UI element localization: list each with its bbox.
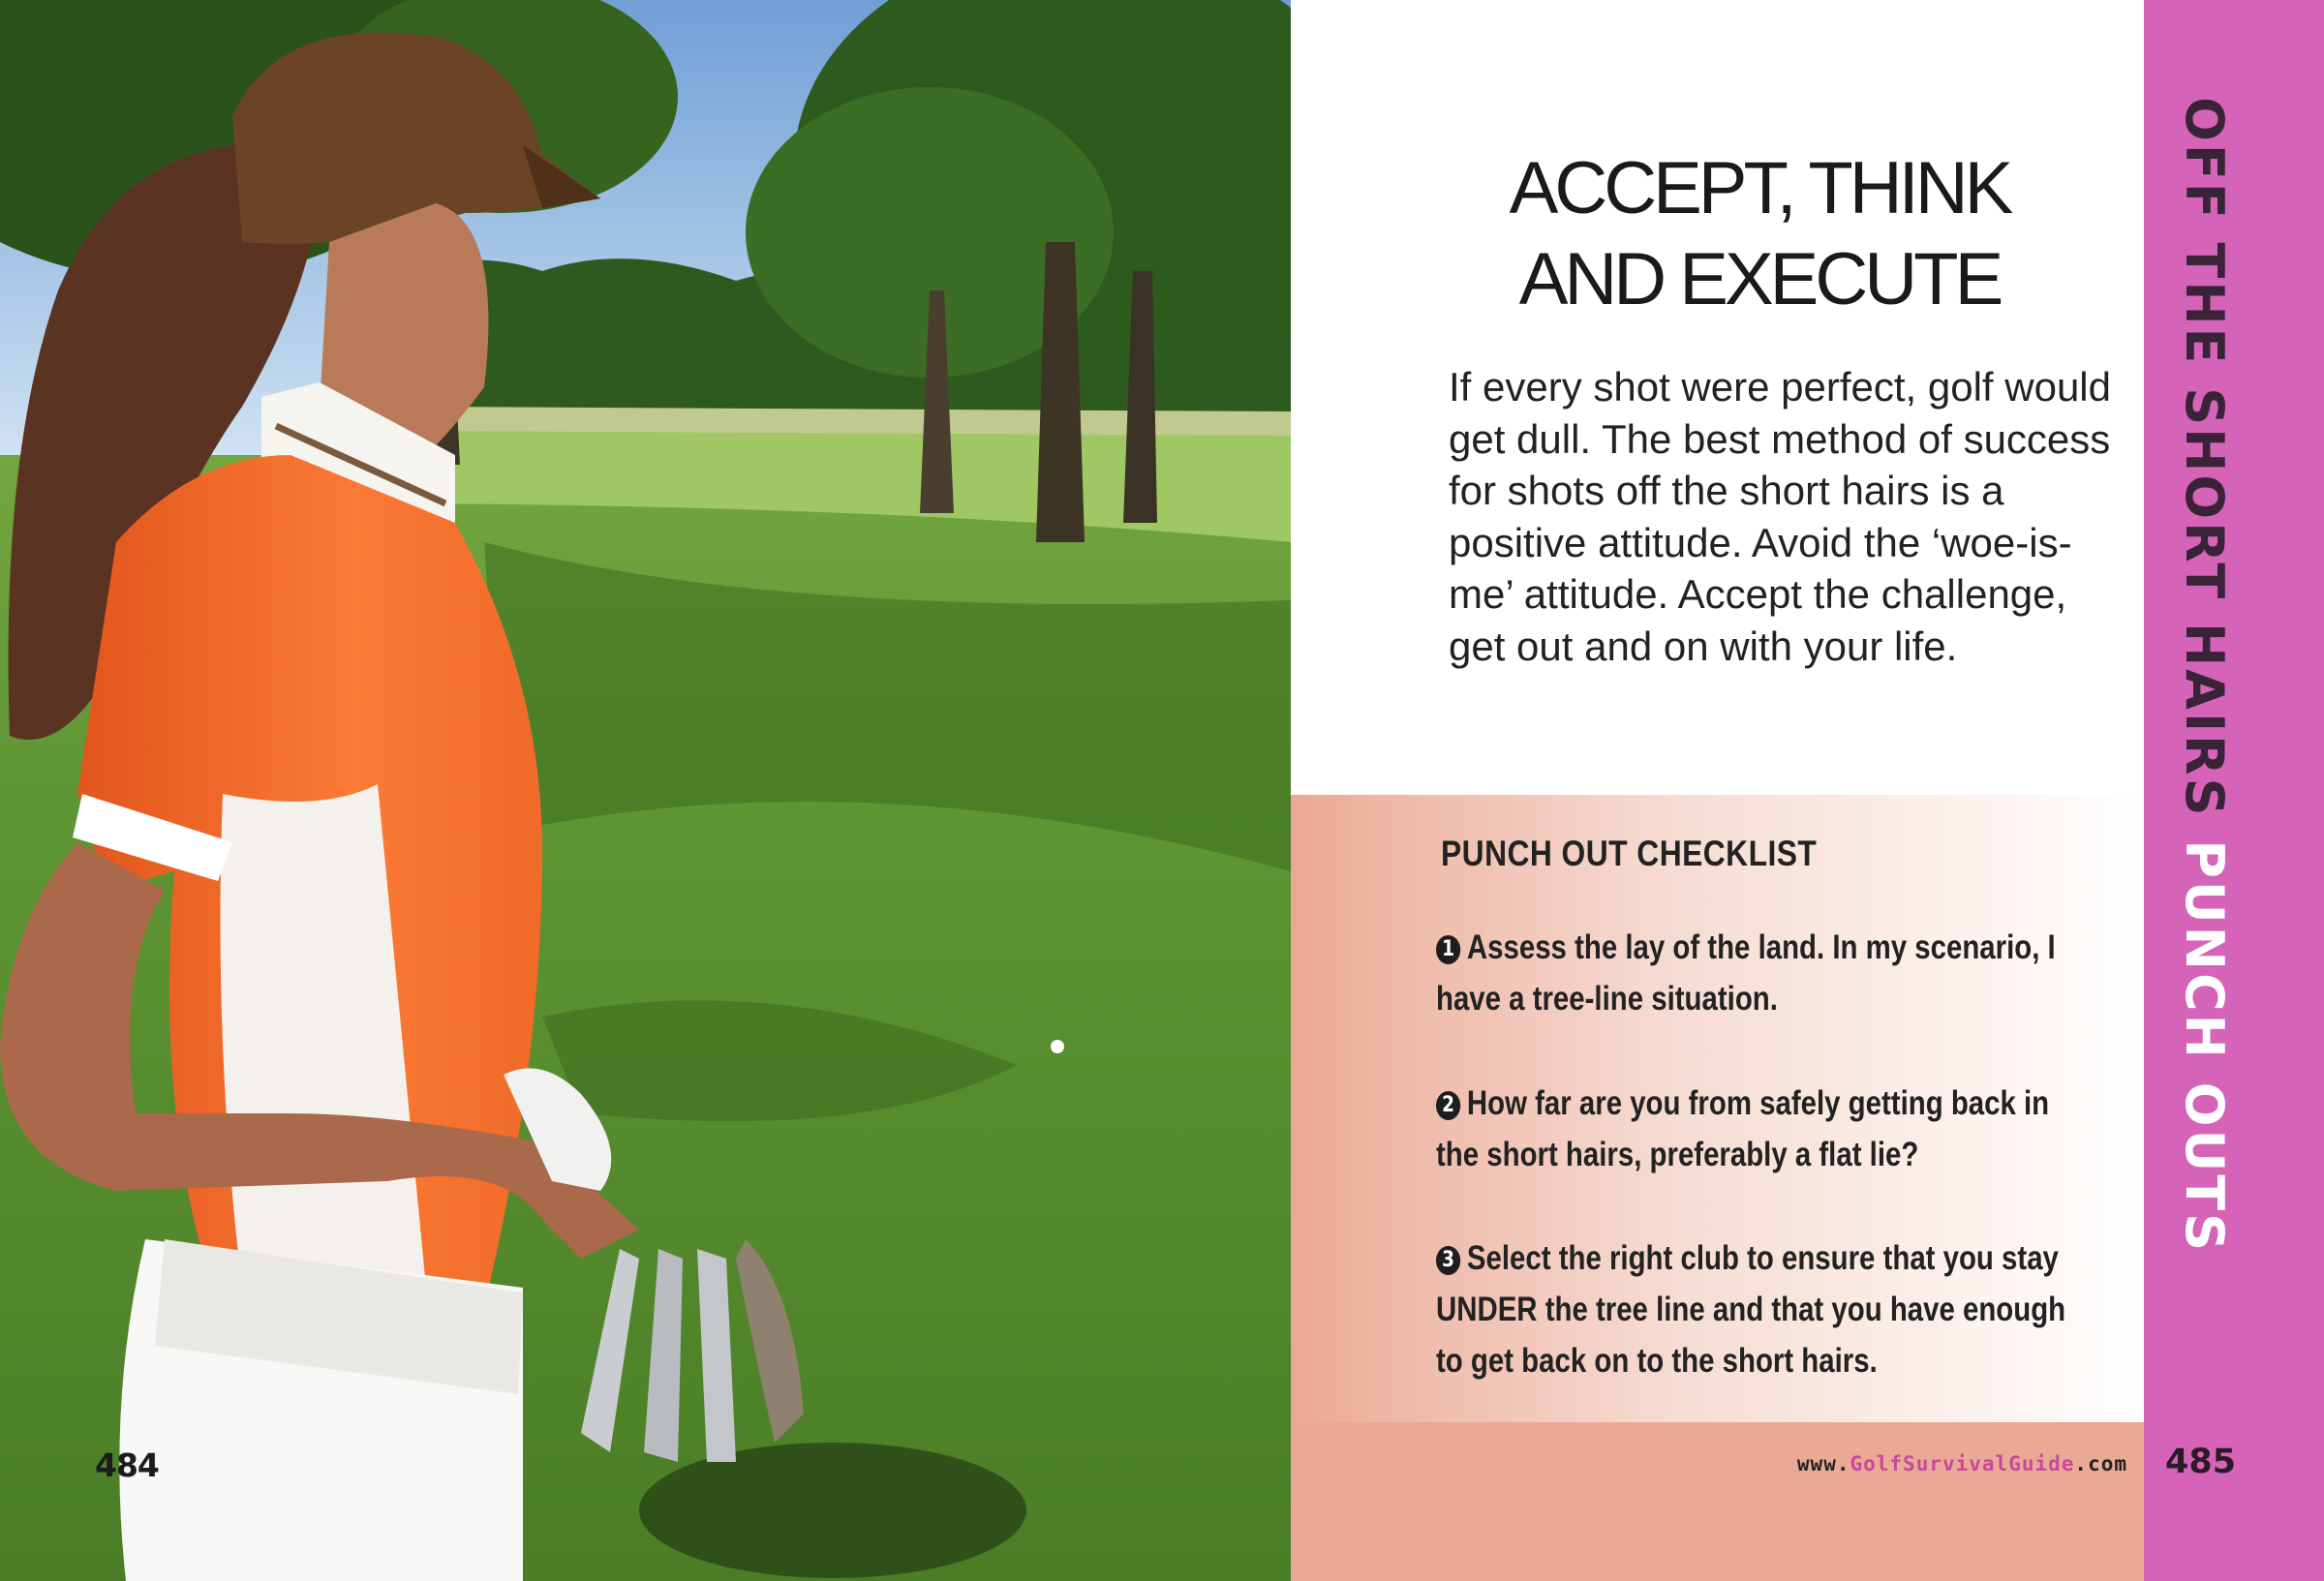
checklist-title: PUNCH OUT CHECKLIST (1441, 834, 1818, 873)
page-number-left: 484 (95, 1446, 159, 1484)
checklist-item-text: How far are you from safely getting back in the short hairs, preferably a flat lie? (1436, 1084, 2050, 1173)
page-title (1291, 143, 2228, 325)
checklist-box (1291, 795, 2144, 1422)
website-brand: GolfSurvivalGuide (1850, 1452, 2075, 1475)
checklist-item-text: Assess the lay of the land. In my scenario, I have a tree-line situation. (1436, 928, 2056, 1018)
footer-band (1291, 1422, 2144, 1581)
section-title-vertical (2174, 97, 2234, 1254)
number-badge-1: 1 (1436, 935, 1460, 964)
text-page (1291, 0, 2144, 1581)
title-line-1: ACCEPT, THINK (1509, 147, 2010, 229)
number-badge-2: 2 (1436, 1091, 1460, 1120)
section-side-tab (2144, 0, 2324, 1581)
subsection-name: PUNCH OUTS (2174, 839, 2235, 1255)
page-number-right: 485 (2165, 1443, 2237, 1481)
website-suffix: .com (2074, 1452, 2127, 1475)
website-prefix: www. (1796, 1452, 1850, 1475)
checklist-item (1436, 922, 2070, 1024)
checklist-item-text: Select the right club to ensure that you stay UNDER the tree line and that you have enough to get back on to the short hairs. (1436, 1239, 2066, 1380)
number-badge-3: 3 (1436, 1246, 1460, 1275)
checklist-item (1436, 1078, 2070, 1180)
intro-paragraph: If every shot were perfect, golf would get dull. The best method of success for shots off the short hairs is a positive attitude. Avoid the ‘woe-is-me’ attitude. Accept the challenge, get out and on with your life. (1449, 364, 2111, 669)
title-line-2: AND EXECUTE (1518, 238, 2001, 320)
website-link[interactable] (1797, 1452, 2127, 1475)
checklist-item (1436, 1232, 2070, 1386)
section-name: OFF THE SHORT HAIRS (2174, 97, 2235, 819)
